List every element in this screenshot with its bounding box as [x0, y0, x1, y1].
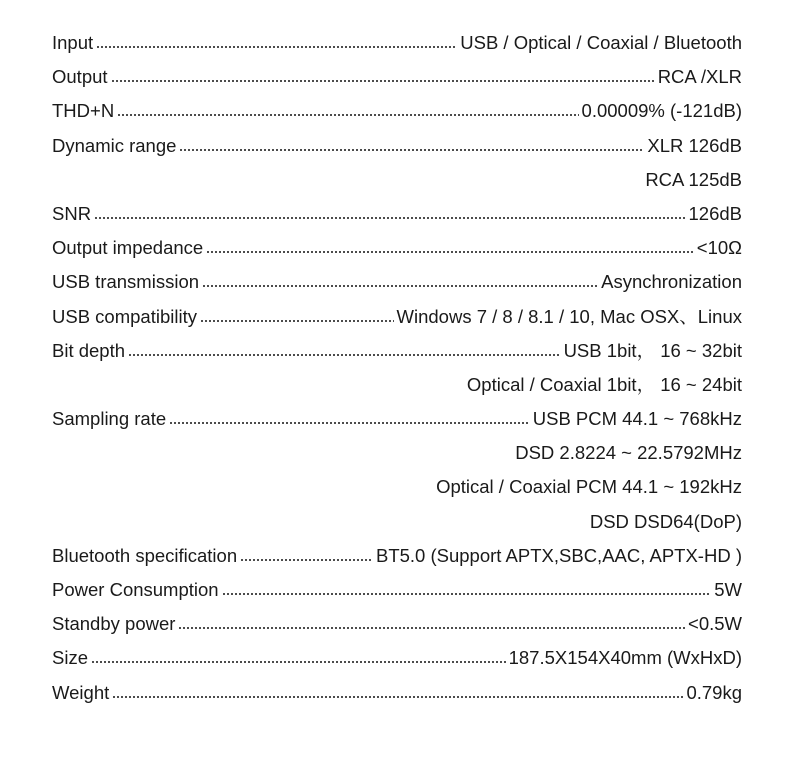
- spec-row-sampling-rate-dsd: [52, 436, 742, 470]
- dot-leader: [117, 114, 578, 116]
- spec-value: <0.5W: [688, 613, 742, 635]
- spec-label: USB transmission: [52, 271, 200, 293]
- spec-row-standby-power: [52, 607, 742, 641]
- spec-row-weight: [52, 676, 742, 710]
- spec-value: Asynchronization: [601, 271, 742, 293]
- spec-value: RCA /XLR: [657, 66, 742, 88]
- spec-value: DSD DSD64(DoP): [589, 510, 742, 532]
- spec-value: BT5.0 (Support APTX,SBC,AAC, APTX-HD ): [375, 544, 742, 566]
- dot-leader: [240, 559, 373, 561]
- dot-leader: [222, 593, 712, 595]
- dot-leader: [128, 354, 561, 356]
- dot-leader: [94, 217, 685, 219]
- spec-value: 0.79kg: [686, 681, 742, 703]
- spec-label: Output: [52, 66, 108, 88]
- spec-value: 5W: [714, 579, 742, 600]
- spec-value: DSD 2.8224 ~ 22.5792MHz: [515, 442, 742, 464]
- spec-row-snr: [52, 197, 742, 231]
- spec-label: USB compatibility: [52, 305, 197, 327]
- spec-row-bit-depth: [52, 334, 742, 368]
- dot-leader: [178, 627, 685, 629]
- dot-leader: [202, 285, 598, 287]
- spec-value: Windows 7 / 8 / 8.1 / 10, Mac OSX、Linux: [396, 305, 742, 327]
- spec-label: Sampling rate: [52, 408, 167, 430]
- dot-leader: [179, 149, 644, 151]
- spec-value: USB PCM 44.1 ~ 768kHz: [532, 408, 742, 430]
- spec-value: USB 1bit， 16 ~ 32bit: [563, 339, 742, 361]
- spec-label: Dynamic range: [52, 134, 177, 156]
- dot-leader: [200, 320, 394, 322]
- dot-leader: [111, 80, 655, 82]
- spec-row-sampling-rate-optical: [52, 470, 742, 504]
- dot-leader: [91, 661, 506, 663]
- dot-leader: [206, 251, 694, 253]
- dot-leader: [169, 422, 530, 424]
- spec-row-output-impedance: [52, 231, 742, 265]
- dot-leader: [112, 696, 683, 698]
- spec-row-size: [52, 641, 742, 675]
- spec-value: 0.00009% (-121dB): [581, 100, 742, 122]
- spec-row-sampling-rate: [52, 402, 742, 436]
- spec-row-thdn: [52, 94, 742, 128]
- spec-row-bluetooth: [52, 539, 742, 573]
- spec-row-input: [52, 26, 742, 60]
- spec-row-output: [52, 60, 742, 94]
- spec-row-dynamic-range-cont: [52, 163, 742, 197]
- spec-value: Optical / Coaxial PCM 44.1 ~ 192kHz: [436, 476, 742, 498]
- spec-value: <10Ω: [696, 237, 742, 259]
- spec-row-usb-transmission: [52, 265, 742, 299]
- spec-label: Power Consumption: [52, 579, 219, 600]
- spec-label: SNR: [52, 202, 92, 224]
- spec-value: XLR 126dB: [647, 134, 742, 156]
- spec-label: Bit depth: [52, 339, 126, 361]
- spec-value: 126dB: [688, 202, 742, 224]
- spec-value: USB / Optical / Coaxial / Bluetooth: [460, 32, 742, 53]
- spec-label: Bluetooth specification: [52, 544, 238, 566]
- spec-row-usb-compatibility: [52, 300, 742, 334]
- spec-label: THD+N: [52, 100, 115, 122]
- spec-label: Standby power: [52, 613, 176, 635]
- spec-row-dynamic-range: [52, 129, 742, 163]
- spec-row-bit-depth-cont: [52, 368, 742, 402]
- spec-row-power-consumption: [52, 573, 742, 607]
- spec-label: Input: [52, 32, 94, 53]
- dot-leader: [96, 46, 457, 48]
- spec-value: 187.5X154X40mm (WxHxD): [508, 647, 742, 669]
- spec-label: Weight: [52, 681, 110, 703]
- spec-value: RCA 125dB: [645, 168, 742, 190]
- spec-value: Optical / Coaxial 1bit， 16 ~ 24bit: [466, 373, 742, 395]
- spec-list: [52, 26, 742, 710]
- spec-row-sampling-rate-optical-dsd: [52, 505, 742, 539]
- spec-label: Output impedance: [52, 237, 204, 259]
- spec-label: Size: [52, 647, 88, 669]
